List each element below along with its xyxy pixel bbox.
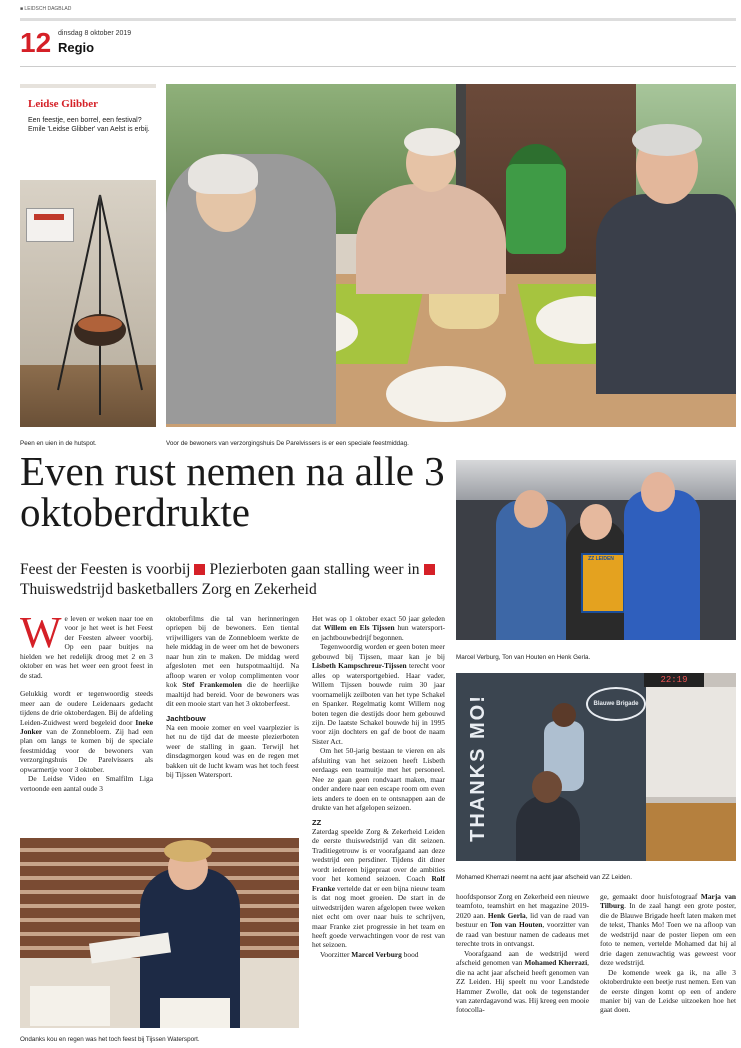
person-name: Marcel Verburg (351, 949, 402, 959)
person-name: Lisbeth Kampschreur-Tijssen (312, 661, 407, 671)
publication-name: ■ LEIDSCH DAGBLAD (20, 6, 72, 12)
section-title: Regio (58, 40, 95, 55)
kherrazi-photo (456, 673, 736, 861)
intro-part-2: Plezierboten gaan stalling weer in (209, 561, 420, 578)
col3-paragraph-5-cont: bood (401, 949, 419, 959)
col4-paragraph-2: Voorafgaand aan de wedstrijd werd afscheid genomen van (456, 948, 589, 968)
column-description: Een feestje, een borrel, een festival? Emile 'Leidse Glibber' van Aelst is erbij. (28, 117, 150, 133)
person-name: Willem en Els Tijssen (323, 623, 395, 633)
col5-paragraph-1-cont: . In de zaal hangt een grote poster, die de Blauwe Brigade heeft laten maken met de tekst, Thanks Mo! Toen we na afloop van de wedstrijd naar de poster liepen om een foto te nemen, vertelde Mohamed dat hij al drie dagen zenuwachtig was geweest voor deze wedstrijd. (600, 901, 736, 968)
article-intro (20, 560, 450, 600)
col3-paragraph-1: Het was op 1 oktober exact 50 jaar geleden dat (312, 614, 445, 633)
trio-photo (456, 460, 736, 640)
col4-paragraph-1-end: , voorzitter van de raad van bestuur namen de cadeaus met terechte trots in ontvangst. (456, 920, 589, 949)
col3-paragraph-4-cont: vertelde dat er een bijna nieuw team is dat nog moet groeien. De start in de uitwedstrijden waren afgelopen twee weken niet echt om over naar huis te schrijven, maar Franke ziet progressie in het team en heeft goede verwachtingen voor de rest van het seizoen. (312, 883, 445, 950)
person-name: Mohamed Kherrazi (524, 958, 588, 968)
red-square-bullet (424, 564, 435, 575)
shop-caption: Ondanks kou en regen was het toch feest bij Tijssen Watersport. (20, 1036, 200, 1043)
article-headline: Even rust nemen na alle 3 oktoberdrukte (20, 448, 445, 535)
person-name: Stef Frankemolen (182, 680, 242, 690)
col1-paragraph-2-cont: van de Zonnebloem. Zij had een plan om langs te komen bij de speciale feestmiddag voor de bewoners van verzorgingshuis De Parelvissers als opwarmertje voor 3 oktober. (20, 726, 153, 774)
top-publication-bar (20, 6, 736, 21)
blauwe-brigade-logo: Blauwe Brigade (586, 687, 646, 721)
col3-paragraph-1-cont: hun watersport- en jachtbouwbedrijf begonnen. (312, 623, 445, 642)
hutspot-caption: Peen en uien in de hutspot. (20, 440, 97, 447)
page-number: 12 (20, 27, 52, 58)
person-name: Ineke Jonker (20, 717, 153, 736)
shop-photo (20, 838, 299, 1028)
col1-paragraph-1: e leven er weken naar toe en voor je het weet is het Feest der Feesten alweer voorbij. Op een paar buitjes na hielden we het redelijk droog met 2 en 3 oktober en was het weer een groot feest in de stad. (20, 614, 153, 680)
column-logo-bar (20, 84, 156, 88)
trio-caption: Marcel Verburg, Ton van Houten en Henk Gerla. (456, 654, 591, 661)
col3-paragraph-5: Voorzitter (320, 949, 352, 959)
col2-paragraph-1: oktoberfilms die tal van herinneringen opriepen bij de bewoners. Een tiental vrijwilligers van de Zonnebloem werkte de hele middag in de weer om het de bewoners naar hun zin te maken. De middag werd afgesloten met een hutspotmaaltijd. Na afloop waren er volop complimenten voor kok (166, 614, 299, 690)
dinner-photo (166, 84, 736, 427)
tripod-graphic (50, 190, 150, 420)
col1-paragraph-3: De Leidse Video en Smalfilm Liga vertoonde een aantal oude 3 (20, 774, 153, 793)
col5-paragraph-2: De komende week ga ik, na alle 3 oktoberdrukte een beetje rust nemen. Een van de eerste dingen komt op een of andere manier bij van de Leidse uitzoeken hoe het gaat doen. (600, 967, 736, 1015)
kherrazi-caption: Mohamed Kherrazi neemt na acht jaar afscheid van ZZ Leiden. (456, 874, 633, 881)
page-date: dinsdag 8 oktober 2019 (58, 30, 132, 37)
drop-cap: W (20, 608, 62, 657)
col3-paragraph-2-cont: terecht voor alles op watersportgebied. Haar vader, Willem Tijssen bouwde ruim 30 jaar voornamelijk zeilboten van het type Schakel en Spanker. Regelmatig komt Willem nog boten tegen die destijds door hem gebouwd zijn. De laatste Schakel bouwde hij in 1995 voor zijn dochters en gaf de boot de naam Sister Act. (312, 661, 445, 746)
person-name: Henk Gerla (487, 910, 526, 920)
col3-paragraph-3: Om het 50-jarig bestaan te vieren en als afsluiting van het seizoen heeft Lisbeth eerdaags een teamuitje met het personeel. Nee ze gaan geen rondvaart maken, maar onder andere naar een escape room om even iets anders te doen en te ontsnappen aan de drukte van het afgelopen seizoen. (312, 746, 445, 813)
col3-paragraph-2: Tegenwoordig worden er geen boten meer gebouwd bij Tijssen, maar kan je bij (312, 642, 445, 661)
intro-part-3: Thuiswedstrijd basketballers Zorg en Zekerheid (20, 581, 317, 598)
main-photo-caption: Voor de bewoners van verzorgingshuis De Parelvissers is er een speciale feestmiddag. (166, 440, 409, 447)
article-column-5 (600, 892, 736, 1015)
col2-paragraph-2: Na een mooie zomer en veel vaarplezier is het nu de tijd dat de meeste plezierboten weer de stalling in gaan. Terwijl het dinsdagmorgen koud was en de regen met bakken uit de lucht kwam was het toch feest bij Tijssen Watersport. (166, 722, 299, 780)
header-divider (20, 66, 736, 67)
article-column-2 (166, 614, 299, 780)
scoreboard-display: 22:19 (644, 673, 704, 687)
col1-paragraph-2: Gelukkig wordt er tegenwoordig steeds meer aan de oudere Leidenaars gedacht tijdens de drie oktoberdagen. Bij de afdeling Leiden-Zuidwest werd begeleid door (20, 689, 153, 727)
thanks-banner-text: THANKS MO! (467, 694, 489, 842)
person-name: Ton van Houten (490, 920, 543, 930)
article-column-1 (20, 608, 153, 793)
intro-part-1: Feest der Feesten is voorbij (20, 561, 191, 578)
magazine-title: ZZ LEIDEN (588, 556, 614, 562)
article-column-4 (456, 892, 589, 1015)
col4-paragraph-2-cont: , die na acht jaar afscheid heeft genomen van ZZ Leiden. Hij speelt nu voor Landstede Hammer Zwolle, dat ook de tegenstander van zaterdagavond was. Hij kreeg een mooie fotocolla- (456, 958, 589, 1015)
person-name: Rolf Franke (312, 874, 445, 893)
hutspot-photo (20, 180, 156, 427)
person-name: Marja van Tilburg (600, 892, 736, 911)
subheading-zz: ZZ (312, 817, 322, 827)
red-square-bullet (194, 564, 205, 575)
col4-paragraph-1: hoofdsponsor Zorg en Zekerheid een nieuwe teamfoto, teamshirt en het magazine 2019-2020 aan. (456, 892, 589, 920)
column-logo-box (20, 84, 156, 168)
column-title: Leidse Glibber (28, 98, 98, 110)
col3-paragraph-4: Zaterdag speelde Zorg & Zekerheid Leiden de eerste thuiswedstrijd van dit seizoen. Traditiegetrouw is er voorafgaand aan deze wedstrijd een persdiner. Tijdens dit diner wordt iedereen bijgepraat over de ambities voor het komend seizoen. Coach (312, 826, 445, 884)
subheading-jachtbouw: Jachtbouw (166, 713, 206, 723)
article-column-3 (312, 614, 445, 959)
col5-paragraph-1: ge, gemaakt door huisfotograaf (600, 892, 701, 901)
col4-paragraph-1-cont: , lid van de raad van bestuur en (456, 910, 589, 930)
col2-paragraph-1-cont: die de heerlijke maaltijd had bereid. Voor de bewoners was dit een mooie start van het 3 oktoberfeest. (166, 680, 300, 709)
